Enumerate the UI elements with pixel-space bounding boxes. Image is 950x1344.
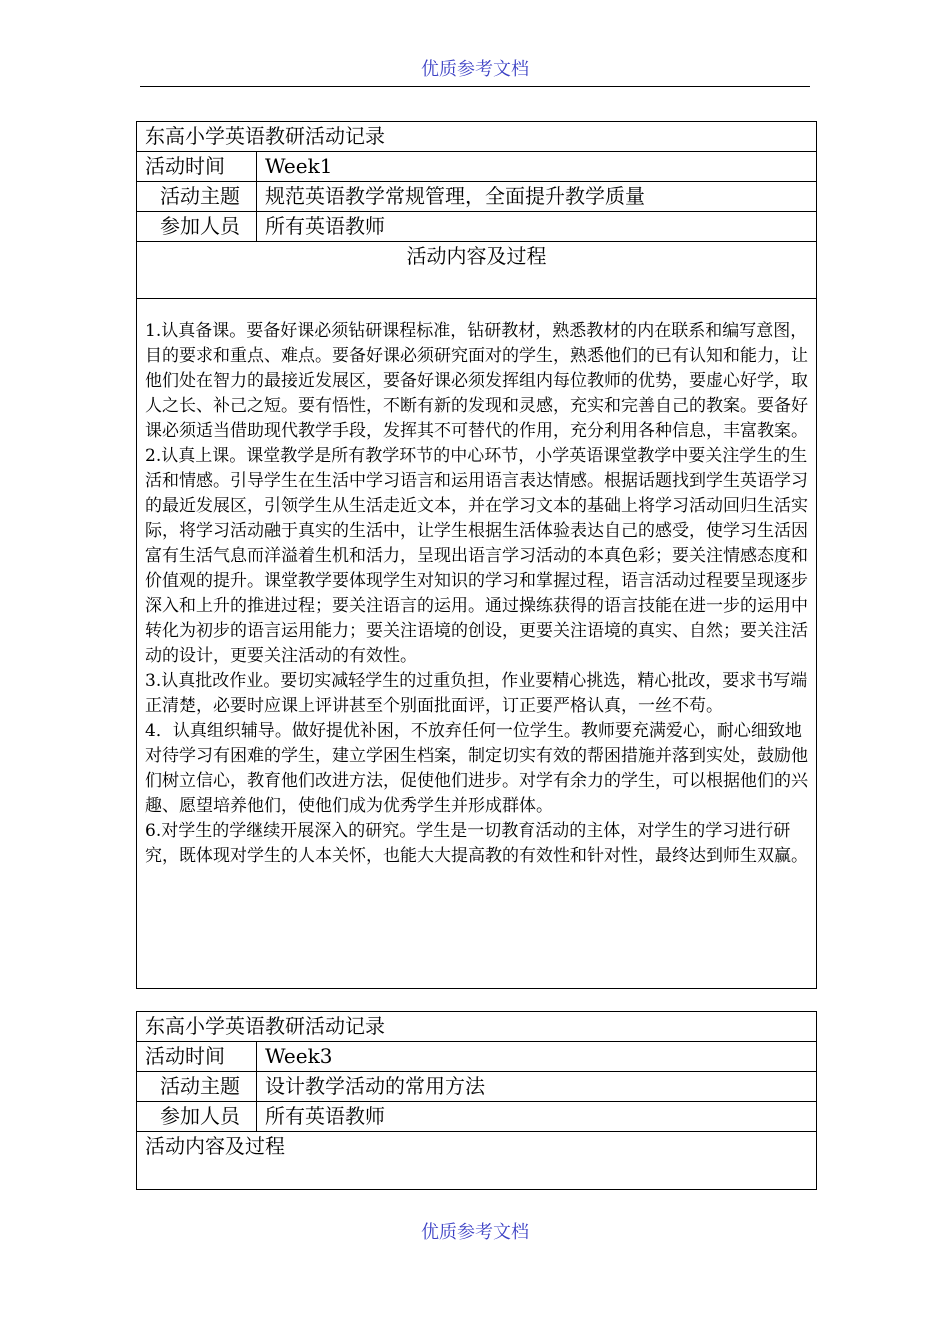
record-table-week1 bbox=[136, 121, 817, 989]
people-label: 参加人员 bbox=[137, 212, 257, 242]
content-heading: 活动内容及过程 bbox=[137, 242, 817, 299]
paragraph-research: 6.对学生的学继续开展深入的研究。学生是一切教育活动的主体，对学生的学习进行研究，既体现对学生的人本关怀，也能大大提高教的有效性和针对性，最终达到师生双赢。 bbox=[145, 821, 808, 866]
topic-label: 活动主题 bbox=[137, 1072, 257, 1102]
topic-value: 规范英语教学常规管理，全面提升教学质量 bbox=[257, 182, 817, 212]
record-title: 东高小学英语教研活动记录 bbox=[137, 122, 817, 152]
time-value: Week3 bbox=[257, 1042, 817, 1072]
paragraph-teaching: 2.认真上课。课堂教学是所有教学环节的中心环节，小学英语课堂教学中要关注学生的生活和情感。引导学生在生活中学习语言和运用语言表达情感。根据话题找到学生英语学习的最近发展区，引领学生从生活走近文本，并在学习文本的基础上将学习活动回归生活实际，将学习活动融于真实的生活中，让学生根据生活体验表达自己的感受，使学习生活因富有生活气息而洋溢着生机和活力，呈现出语言学习活动的本真色彩；要关注情感态度和价值观的提升。课堂教学要体现学生对知识的学习和掌握过程，语言活动过程要呈现逐步深入和上升的推进过程；要关注语言的运用。通过操练获得的语言技能在进一步的运用中转化为初步的语言运用能力；要关注语境的创设，更要关注语境的真实、自然；要关注活动的设计，更要关注活动的有效性。 bbox=[145, 446, 808, 666]
record-title: 东高小学英语教研活动记录 bbox=[137, 1012, 817, 1042]
page-header: 优质参考文档 bbox=[421, 59, 529, 80]
time-label: 活动时间 bbox=[137, 1042, 257, 1072]
paragraph-prep: 1.认真备课。要备好课必须钻研课程标准，钻研教材，熟悉教材的内在联系和编写意图，目的要求和重点、难点。要备好课必须研究面对的学生，熟悉他们的已有认知和能力，让他们处在智力的最接近发展区，要备好课必须发挥组内每位教师的优势，要虚心好学，取人之长、补己之短。要有悟性，不断有新的发现和灵感，充实和完善自己的教案。要备好课必须适当借助现代教学手段，发挥其不可替代的作用，充分利用各种信息，丰富教案。 bbox=[145, 321, 808, 441]
paragraph-tutoring: 4．认真组织辅导。做好提优补困，不放弃任何一位学生。教师要充满爱心，耐心细致地对待学习有困难的学生，建立学困生档案，制定切实有效的帮困措施并落到实处，鼓励他们树立信心，教育他们改进方法，促使他们进步。对学有余力的学生，可以根据他们的兴趣、愿望培养他们，使他们成为优秀学生并形成群体。 bbox=[145, 721, 808, 816]
people-value: 所有英语教师 bbox=[257, 1102, 817, 1132]
people-value: 所有英语教师 bbox=[257, 212, 817, 242]
paragraph-homework: 3.认真批改作业。要切实减轻学生的过重负担，作业要精心挑选，精心批改，要求书写端正清楚，必要时应课上评讲甚至个别面批面评，订正要严格认真，一丝不苟。 bbox=[145, 671, 808, 716]
content-heading: 活动内容及过程 bbox=[137, 1132, 817, 1190]
page-footer: 优质参考文档 bbox=[421, 1222, 529, 1243]
topic-label: 活动主题 bbox=[137, 182, 257, 212]
topic-value: 设计教学活动的常用方法 bbox=[257, 1072, 817, 1102]
record-table-week3 bbox=[136, 1011, 817, 1190]
content-body bbox=[137, 299, 817, 989]
time-value: Week1 bbox=[257, 152, 817, 182]
time-label: 活动时间 bbox=[137, 152, 257, 182]
people-label: 参加人员 bbox=[137, 1102, 257, 1132]
header-rule bbox=[140, 86, 810, 87]
